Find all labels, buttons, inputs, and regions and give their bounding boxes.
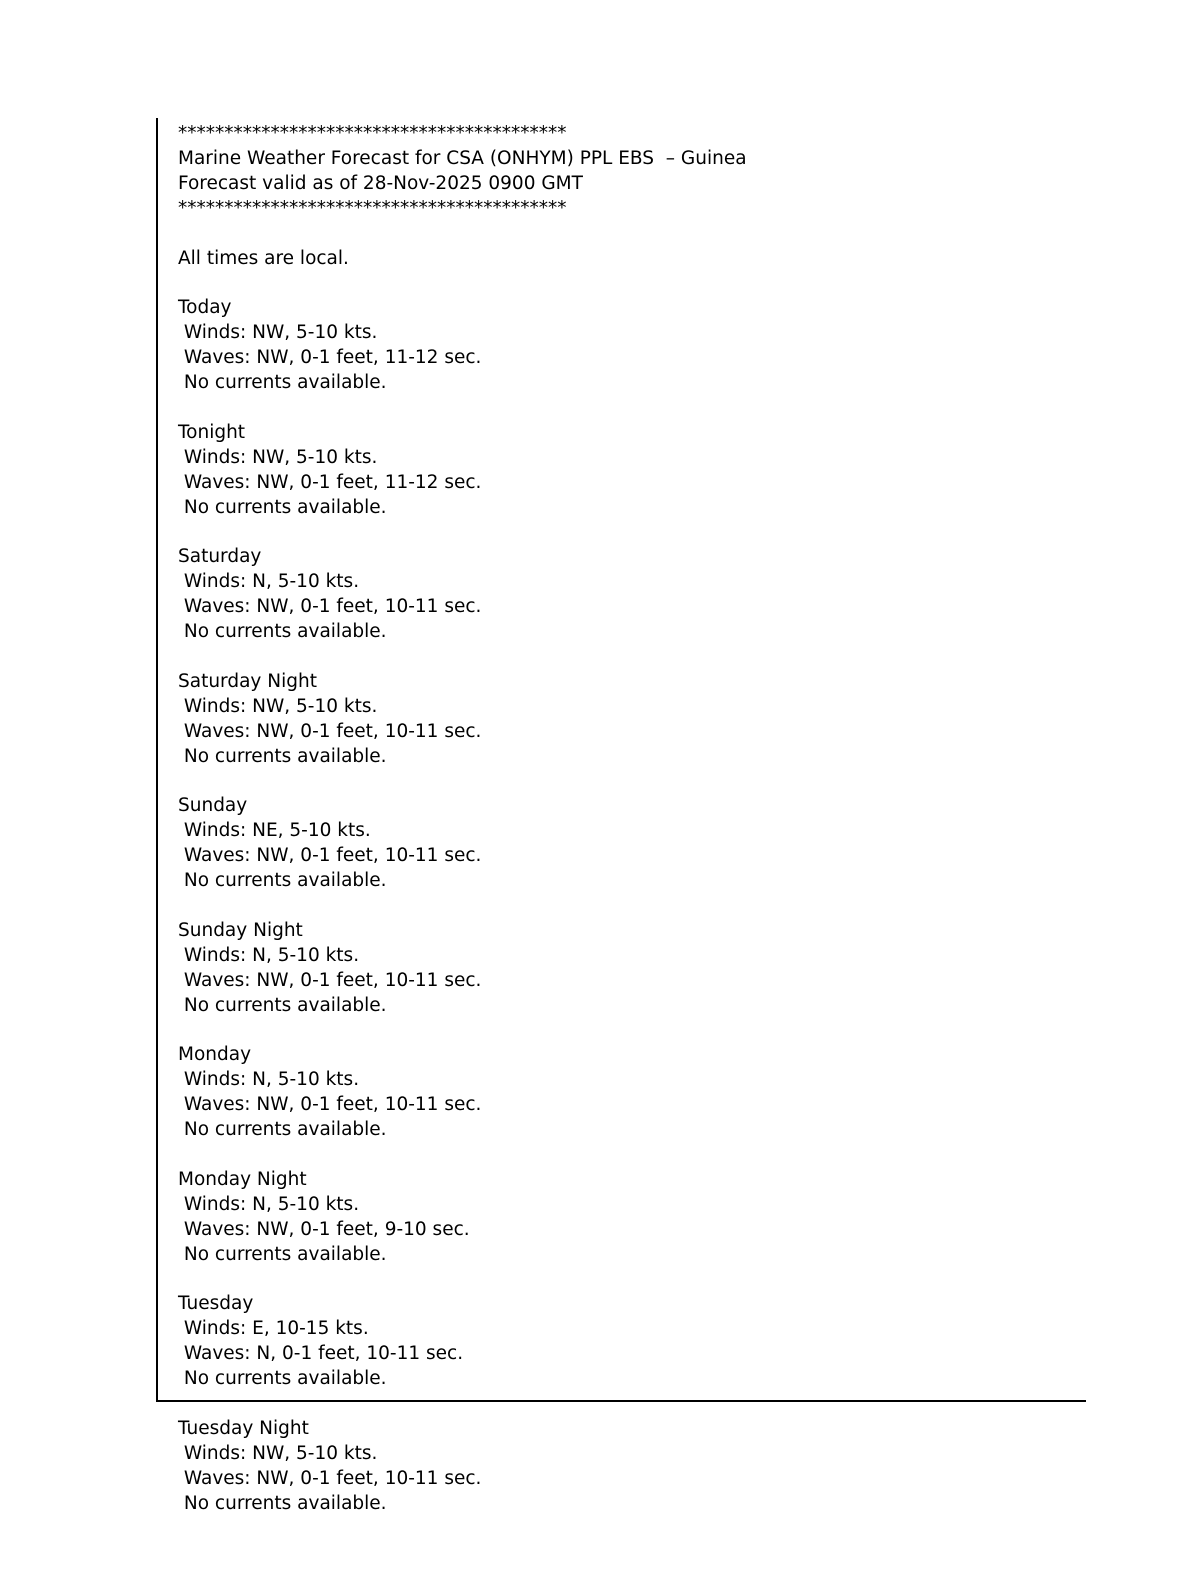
section-winds: Winds: N, 5-10 kts. [178, 571, 360, 593]
section-waves: Waves: NW, 0-1 feet, 10-11 sec. [178, 596, 482, 618]
section-currents: No currents available. [178, 1368, 387, 1390]
section-currents: No currents available. [178, 745, 387, 767]
section-winds: Winds: NW, 5-10 kts. [178, 322, 378, 344]
section-waves: Waves: NW, 0-1 feet, 11-12 sec. [178, 471, 482, 493]
forecast-section-tuesday-night [156, 1417, 481, 1517]
section-waves: Waves: NW, 0-1 feet, 10-11 sec. [178, 1467, 482, 1489]
section-currents: No currents available. [178, 496, 387, 518]
section-waves: Waves: NW, 0-1 feet, 10-11 sec. [178, 969, 482, 991]
section-day: Sunday Night [178, 919, 303, 941]
section-currents: No currents available. [178, 1119, 387, 1141]
section-winds: Winds: N, 5-10 kts. [178, 944, 360, 966]
section-waves: Waves: NW, 0-1 feet, 11-12 sec. [178, 347, 482, 369]
forecast-section-tonight [178, 421, 1086, 521]
section-winds: Winds: NW, 5-10 kts. [178, 695, 378, 717]
section-currents: No currents available. [178, 621, 387, 643]
forecast-title: Marine Weather Forecast for CSA (ONHYM) PPL EBS – Guinea [178, 147, 747, 169]
section-day: Monday [178, 1044, 252, 1066]
section-day: Today [178, 297, 232, 319]
section-winds: Winds: N, 5-10 kts. [178, 1069, 360, 1091]
section-waves: Waves: NW, 0-1 feet, 10-11 sec. [178, 720, 482, 742]
section-day: Tuesday [178, 1293, 254, 1315]
forecast-text-frame [156, 118, 1086, 1402]
banner-line-bottom: ****************************************** [178, 197, 567, 219]
forecast-section-saturday [178, 545, 1086, 645]
section-currents: No currents available. [178, 1243, 387, 1265]
section-waves: Waves: N, 0-1 feet, 10-11 sec. [178, 1343, 464, 1365]
forecast-section-tuesday [178, 1292, 1086, 1392]
section-waves: Waves: NW, 0-1 feet, 10-11 sec. [178, 1094, 482, 1116]
forecast-valid-line: Forecast valid as of 28-Nov-2025 0900 GMT [178, 172, 583, 194]
times-note: All times are local. [178, 247, 349, 269]
forecast-section-sunday [178, 794, 1086, 894]
section-day: Sunday [178, 795, 248, 817]
forecast-section-today [178, 296, 1086, 396]
section-day: Tuesday Night [178, 1418, 309, 1439]
forecast-section-monday-night [178, 1168, 1086, 1268]
section-winds: Winds: N, 5-10 kts. [178, 1193, 360, 1215]
section-day: Saturday Night [178, 670, 317, 692]
section-day: Tonight [178, 421, 246, 443]
forecast-section-saturday-night [178, 670, 1086, 770]
section-currents: No currents available. [178, 372, 387, 394]
section-winds: Winds: NE, 5-10 kts. [178, 820, 371, 842]
section-currents: No currents available. [178, 994, 387, 1016]
section-currents: No currents available. [178, 870, 387, 892]
section-day: Saturday [178, 546, 262, 568]
section-winds: Winds: E, 10-15 kts. [178, 1318, 369, 1340]
section-winds: Winds: NW, 5-10 kts. [178, 446, 378, 468]
section-day: Monday Night [178, 1168, 307, 1190]
banner-line-top: ****************************************** [178, 123, 567, 144]
forecast-section-sunday-night [178, 919, 1086, 1019]
forecast-section-monday [178, 1043, 1086, 1143]
section-winds: Winds: NW, 5-10 kts. [178, 1442, 378, 1464]
section-currents: No currents available. [178, 1492, 387, 1514]
section-waves: Waves: NW, 0-1 feet, 9-10 sec. [178, 1218, 470, 1240]
section-waves: Waves: NW, 0-1 feet, 10-11 sec. [178, 845, 482, 867]
